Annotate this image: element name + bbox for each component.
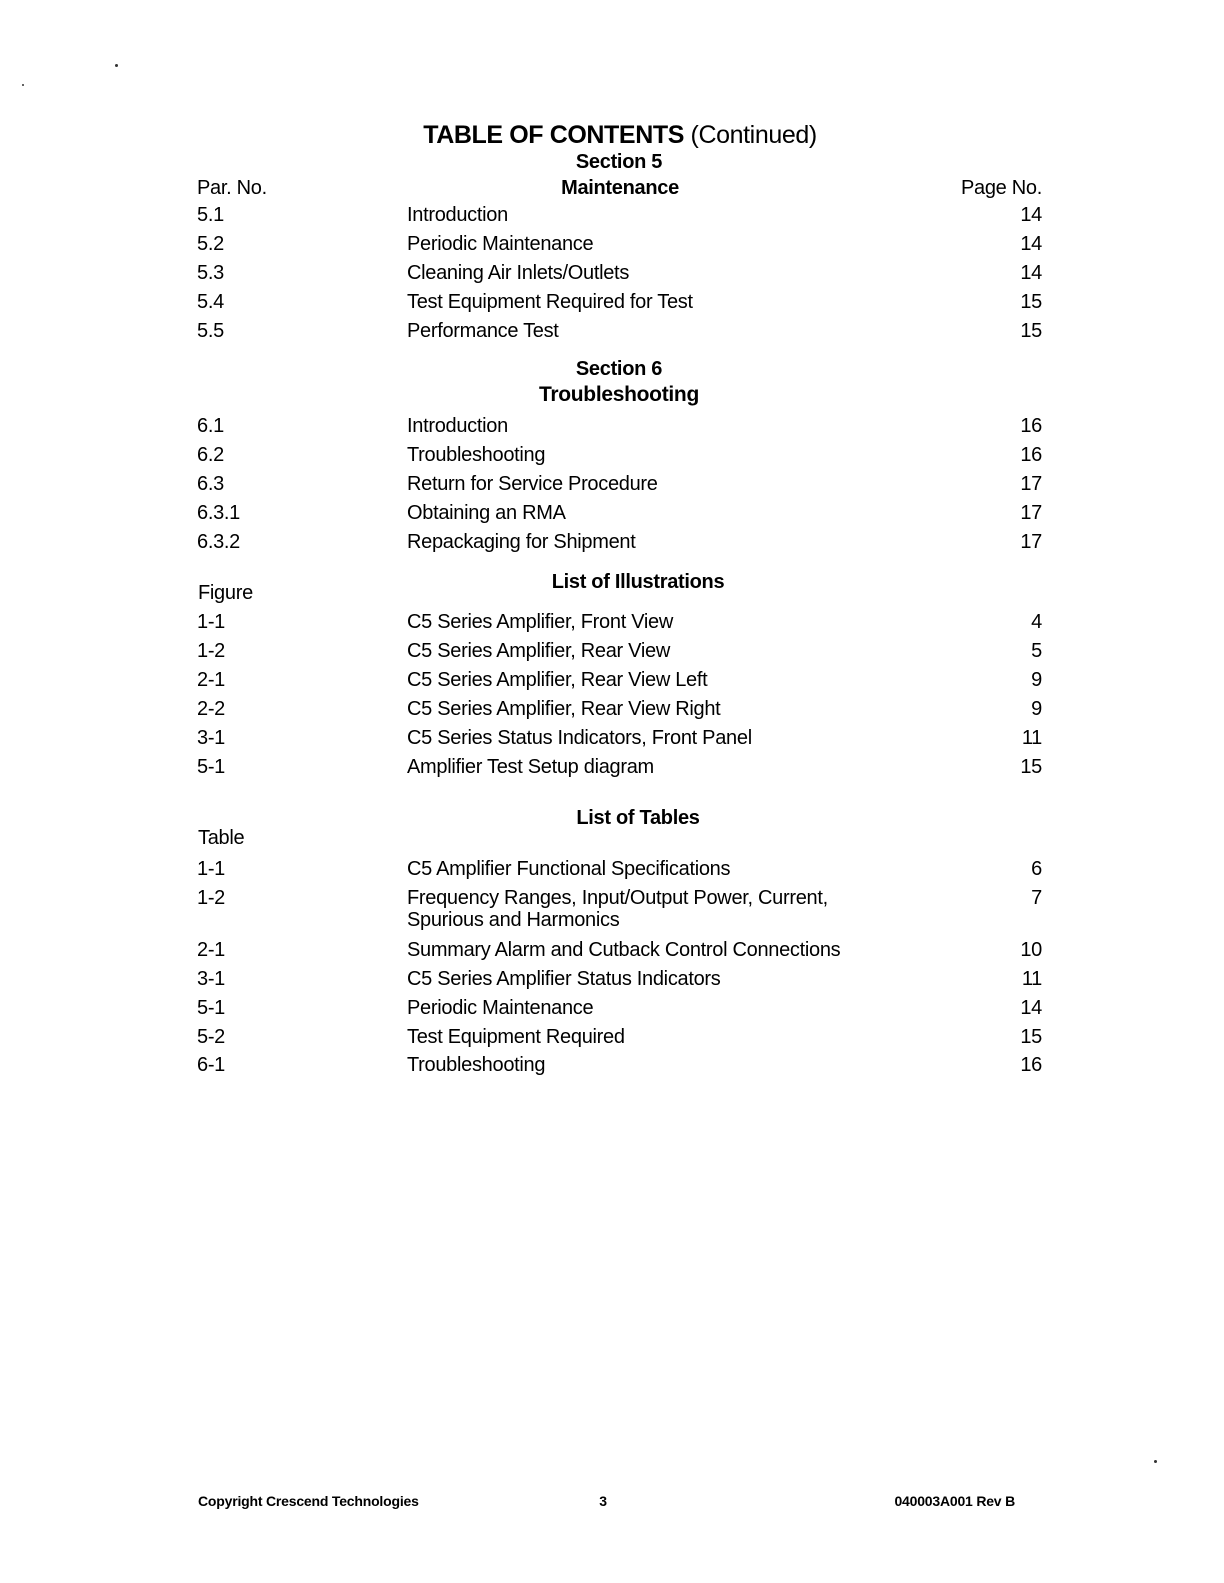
toc-number: 5.1 [197,204,224,226]
toc-title: Return for Service Procedure [407,473,658,495]
toc-page: 10 [1020,939,1042,961]
toc-title: C5 Series Amplifier, Rear View Left [407,669,708,691]
toc-title: Troubleshooting [407,1054,546,1076]
page-title [423,121,817,149]
toc-number: 1-2 [197,887,226,909]
section5-label: Section 5 [575,151,663,173]
toc-page: 7 [1031,887,1042,909]
toc-number: 2-1 [197,669,226,691]
toc-title: Obtaining an RMA [407,502,566,524]
footer-page-number: 3 [599,1493,607,1509]
toc-title-continued: Spurious and Harmonics [407,909,620,931]
toc-title: Troubleshooting [407,444,546,466]
toc-title: Repackaging for Shipment [407,531,636,553]
toc-number: 5-1 [197,756,226,778]
toc-title: Periodic Maintenance [407,233,594,255]
toc-number: 6-1 [197,1054,226,1076]
table-col-label: Table [198,827,245,849]
section5-name: Maintenance [561,177,679,199]
toc-page: 15 [1020,320,1042,342]
toc-page: 17 [1020,473,1042,495]
toc-page: 15 [1020,1026,1042,1048]
toc-title: C5 Series Amplifier, Front View [407,611,673,633]
toc-number: 6.3.2 [197,531,240,553]
toc-number: 3-1 [197,968,226,990]
toc-number: 5.3 [197,262,224,284]
toc-title: Frequency Ranges, Input/Output Power, Current, [407,887,828,909]
toc-title: Cleaning Air Inlets/Outlets [407,262,630,284]
toc-number: 1-1 [197,858,226,880]
toc-page: 17 [1020,502,1042,524]
toc-page: 14 [1020,262,1042,284]
toc-page: 17 [1020,531,1042,553]
toc-page: 16 [1020,444,1042,466]
toc-page: 14 [1020,233,1042,255]
toc-page: 16 [1020,415,1042,437]
toc-page: 4 [1031,611,1042,633]
toc-page: 9 [1031,669,1042,691]
section6-name: Troubleshooting [539,383,699,406]
illustrations-heading: List of Illustrations [551,571,725,593]
toc-number: 6.3.1 [197,502,240,524]
toc-number: 6.1 [197,415,224,437]
toc-number: 5.2 [197,233,224,255]
toc-number: 2-1 [197,939,226,961]
toc-title: C5 Series Status Indicators, Front Panel [407,727,752,749]
toc-title: Summary Alarm and Cutback Control Connections [407,939,841,961]
toc-page: 15 [1020,291,1042,313]
toc-page: 11 [1021,727,1042,749]
figure-col-label: Figure [198,582,253,604]
toc-number: 1-2 [197,640,226,662]
toc-page: 5 [1031,640,1042,662]
footer-doc-number: 040003A001 Rev B [894,1493,1015,1509]
section6-label: Section 6 [575,358,663,380]
toc-title: Introduction [407,415,508,437]
toc-page: 14 [1020,997,1042,1019]
footer-copyright: Copyright Crescend Technologies [198,1493,419,1509]
toc-page: 14 [1020,204,1042,226]
scan-speck [115,64,118,67]
toc-number: 2-2 [197,698,226,720]
toc-page: 9 [1031,698,1042,720]
toc-page: 6 [1031,858,1042,880]
toc-number: 1-1 [197,611,226,633]
tables-heading: List of Tables [576,807,700,829]
page-no-header: Page No. [961,177,1042,199]
toc-number: 5-2 [197,1026,226,1048]
page-title-suffix: (Continued) [684,121,817,149]
toc-page: 16 [1020,1054,1042,1076]
toc-title: C5 Series Amplifier, Rear View Right [407,698,721,720]
scan-speck [1154,1460,1157,1463]
toc-title: Test Equipment Required [407,1026,625,1048]
toc-page: 15 [1020,756,1042,778]
toc-title: Performance Test [407,320,559,342]
toc-number: 5-1 [197,997,226,1019]
toc-title: Introduction [407,204,508,226]
toc-number: 5.4 [197,291,224,313]
toc-title: C5 Series Amplifier Status Indicators [407,968,721,990]
toc-title: C5 Series Amplifier, Rear View [407,640,670,662]
toc-number: 6.3 [197,473,224,495]
par-no-header: Par. No. [197,177,267,199]
toc-number: 3-1 [197,727,226,749]
toc-number: 5.5 [197,320,224,342]
toc-title: Amplifier Test Setup diagram [407,756,654,778]
page-title-bold: TABLE OF CONTENTS [423,121,684,149]
toc-page: 11 [1021,968,1042,990]
toc-number: 6.2 [197,444,224,466]
toc-title: C5 Amplifier Functional Specifications [407,858,731,880]
scan-speck [22,84,24,86]
toc-title: Periodic Maintenance [407,997,594,1019]
toc-title: Test Equipment Required for Test [407,291,693,313]
